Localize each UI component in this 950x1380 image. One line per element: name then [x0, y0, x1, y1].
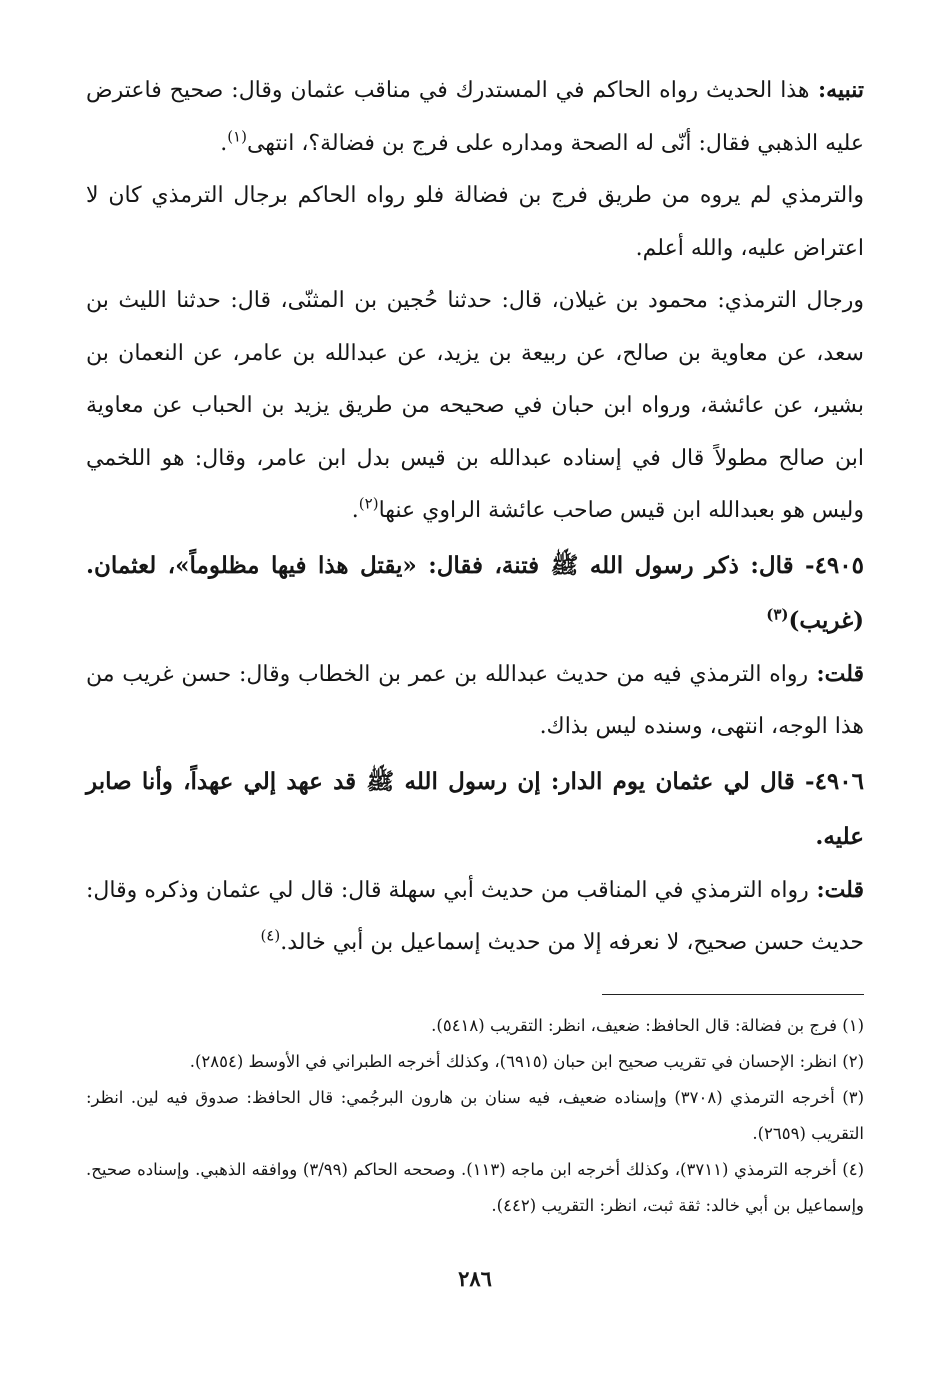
qult-4906-paragraph — [86, 864, 864, 970]
qult-label: قلت: — [808, 660, 864, 687]
footnote-ref-4[interactable]: (٤) — [260, 926, 281, 945]
rijal-paragraph — [86, 275, 864, 538]
tanbih-tail: . — [220, 130, 228, 156]
qult-4906-text: رواه الترمذي في المناقب من حديث أبي سهلة قال: قال لي عثمان وذكره وقال: حديث حسن صحيح، لا نعرفه إلا من حديث إسماعيل بن أبي خالد. — [86, 877, 864, 955]
rijal-tail: . — [351, 498, 359, 523]
qult-4905-paragraph — [86, 648, 864, 754]
footnote-2: (٢) انظر: الإحسان في تقريب صحيح ابن حبان (٦٩١٥)، وكذلك أخرجه الطبراني في الأوسط (٢٨٥٤). — [189, 1052, 864, 1071]
footnote-3: (٣) أخرجه الترمذي (٣٧٠٨) وإسناده ضعيف، فيه سنان بن هارون البرجُمي: قال الحافظ: صدوق فيه لين. انظر: التقريب (٢٦٥٩). — [86, 1088, 864, 1143]
tanbih-label: تنبيه: — [809, 77, 864, 103]
footnote-4: (٤) أخرجه الترمذي (٣٧١١)، وكذلك أخرجه ابن ماجه (١١٣). وصححه الحاكم (٣/٩٩) ووافقه الذهبي. وإسناده صحيح. وإسماعيل بن أبي خالد: ثقة ثبت، انظر: التقريب (٤٤٢). — [86, 1160, 864, 1215]
footnote-ref-2[interactable]: (٢) — [358, 494, 379, 513]
tirmidhi-note-paragraph — [86, 170, 864, 275]
hadith-4905 — [86, 538, 864, 648]
page-number: ٢٨٦ — [458, 1266, 492, 1291]
footnote-separator — [602, 994, 864, 995]
rijal-text: ورجال الترمذي: محمود بن غيلان، قال: حدثنا حُجين بن المثنّى، قال: حدثنا الليث بن سعد، عن معاوية بن صالح، عن ربيعة بن يزيد، عن عبدالله بن عامر، عن النعمان بن بشير، عن عائشة، ورواه ابن حبان في صحيحه من طريق يزيد بن الحباب عن معاوية ابن صالح مطولاً قال في إسناده عبدالله بن قيس بدل ابن عامر، وقال: هو اللخمي وليس هو بعبدالله ابن قيس صاحب عائشة الراوي عنها — [86, 288, 864, 523]
main-text — [86, 64, 864, 970]
qult-4905-text: رواه الترمذي فيه من حديث عبدالله بن عمر بن الخطاب وقال: حسن غريب من هذا الوجه، انتهى، وسنده ليس بذاك. — [86, 661, 864, 739]
footnote-ref-3[interactable]: (٣) — [766, 604, 789, 623]
footnotes — [86, 1008, 864, 1224]
qult-label: قلت: — [808, 876, 864, 903]
footnote-ref-1[interactable]: (١) — [227, 127, 247, 146]
hadith-4906 — [86, 754, 864, 864]
footnote-1: (١) فرج بن فضالة: قال الحافظ: ضعيف، انظر: التقريب (٥٤١٨). — [431, 1016, 864, 1035]
tanbih-text: هذا الحديث رواه الحاكم في المستدرك في مناقب عثمان وقال: صحيح فاعترض عليه الذهبي فقال: أنّى له الصحة ومداره على فرج بن فضالة؟، انتهى — [86, 78, 864, 156]
hadith-4905-text: ٤٩٠٥- قال: ذكر رسول الله ﷺ فتنة، فقال: «يقتل هذا فيها مظلوماً»، لعثمان. (غريب) — [86, 551, 864, 634]
tanbih-paragraph — [86, 64, 864, 170]
tirmidhi-note-text: والترمذي لم يروه من طريق فرج بن فضالة فلو رواه الحاكم برجال الترمذي كان لا اعتراض عليه، والله أعلم. — [86, 183, 864, 261]
hadith-4906-text: ٤٩٠٦- قال لي عثمان يوم الدار: إن رسول الله ﷺ قد عهد إلي عهداً، وأنا صابر عليه. — [86, 767, 864, 850]
